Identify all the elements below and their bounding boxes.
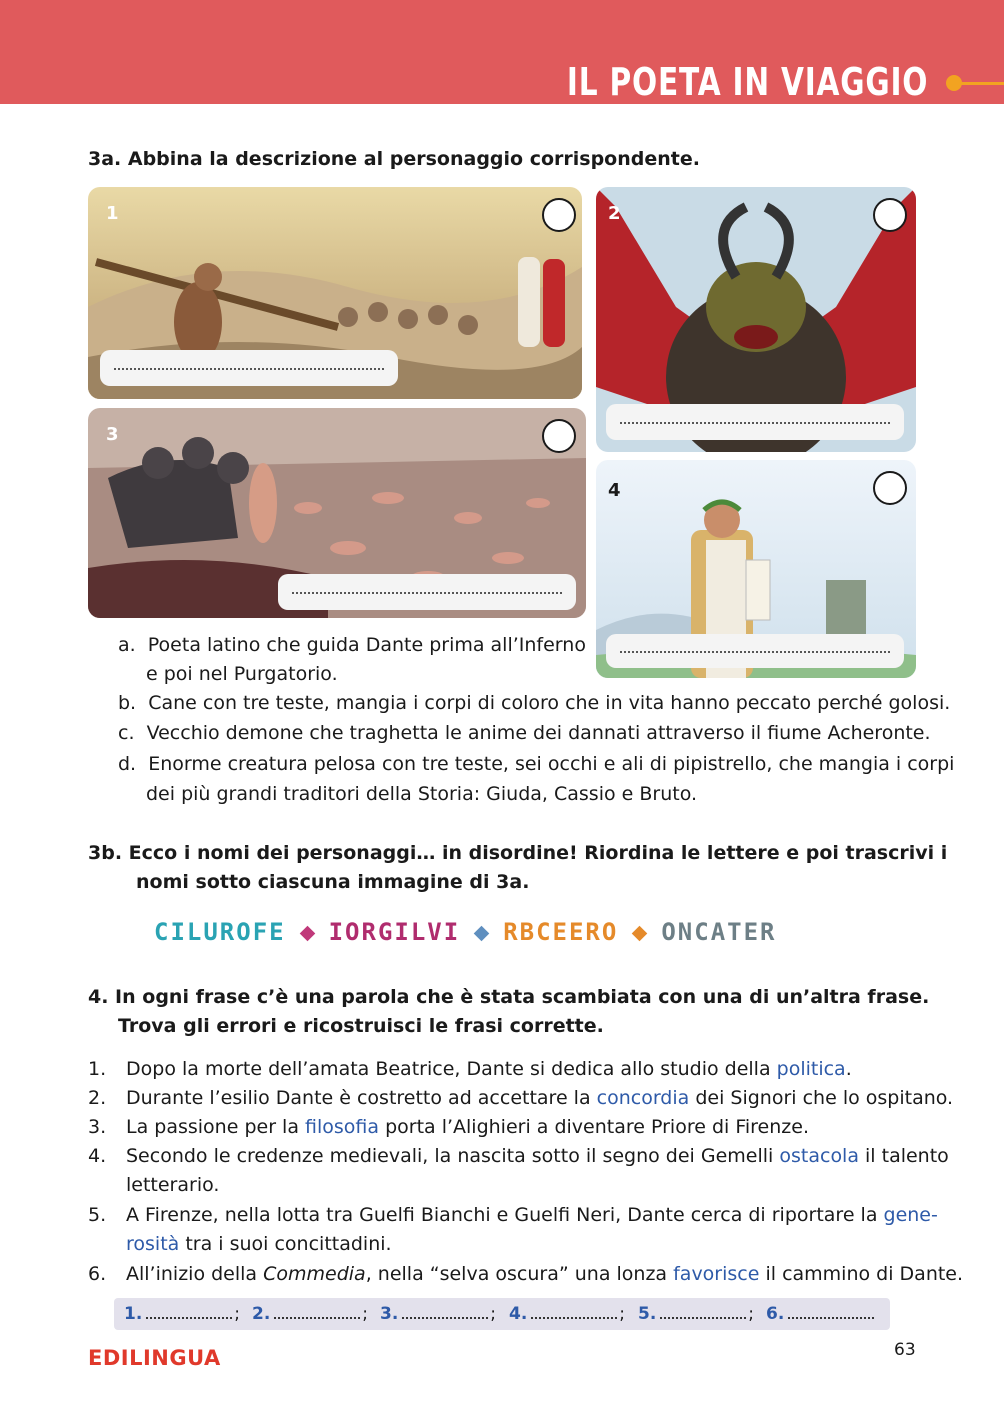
page-title: IL POETA IN VIAGGIO [566, 60, 928, 104]
panel-3-number: 3 [106, 424, 119, 445]
swapped-word: favorisce [673, 1263, 760, 1285]
scrambled-word-3: RBCEERO [503, 918, 619, 946]
diamond-separator-icon [632, 925, 648, 941]
page-number: 63 [894, 1340, 916, 1360]
panel-4-number: 4 [608, 480, 621, 501]
exercise-4-title: 4. In ogni frase c’è una parola che è stata scambiata con una di un’altra frase. [88, 986, 930, 1008]
answer-slot-6[interactable]: 6. [766, 1304, 874, 1324]
sentence-3: 3. La passione per la filosofia porta l’Alighieri a diventare Priore di Firenze. [88, 1116, 809, 1138]
description-d-cont: dei più grandi traditori della Storia: Giuda, Cassio e Bruto. [146, 783, 698, 805]
panel-2-name-field[interactable] [606, 404, 904, 440]
header-band [0, 0, 1004, 104]
panel-2-answer-circle[interactable] [873, 198, 907, 232]
illustration-panel-1 [88, 187, 582, 399]
description-b: b. Cane con tre teste, mangia i corpi di coloro che in vita hanno peccato perché golosi. [118, 692, 951, 714]
sentence-4-cont: letterario. [126, 1174, 220, 1196]
header-line-decoration [960, 82, 1004, 85]
sentence-4: 4. Secondo le credenze medievali, la nascita sotto il segno dei Gemelli ostacola il talento [88, 1145, 949, 1167]
publisher-logo: EDILINGUA [88, 1346, 221, 1370]
answer-slot-5[interactable]: 5. ; [638, 1304, 755, 1324]
sentence-5-cont: rosità tra i suoi concittadini. [126, 1233, 392, 1255]
scrambled-word-4: ONCATER [661, 918, 777, 946]
panel-3-answer-circle[interactable] [542, 419, 576, 453]
description-a-cont: e poi nel Purgatorio. [146, 663, 338, 685]
panel-4-name-field[interactable] [606, 634, 904, 668]
sentence-6: 6. All’inizio della Commedia, nella “selva oscura” una lonza favorisce il cammino di Dante. [88, 1263, 964, 1285]
sentence-1: 1. Dopo la morte dell’amata Beatrice, Dante si dedica allo studio della politica. [88, 1058, 852, 1080]
swapped-word: politica [776, 1058, 846, 1080]
sentence-2: 2. Durante l’esilio Dante è costretto ad accettare la concordia dei Signori che lo ospitano. [88, 1087, 954, 1109]
scrambled-words [152, 918, 779, 946]
answer-slot-4[interactable]: 4. ; [509, 1304, 626, 1324]
exercise-3b-title-cont: nomi sotto ciascuna immagine di 3a. [136, 871, 530, 893]
illustration-panel-4 [596, 460, 916, 678]
panel-3-name-field[interactable] [278, 574, 576, 610]
swapped-word: filosofia [305, 1116, 380, 1138]
illustration-panel-3 [88, 408, 586, 618]
swapped-word: gene- [883, 1204, 938, 1226]
answer-slot-3[interactable]: 3. ; [380, 1304, 497, 1324]
sentence-5: 5. A Firenze, nella lotta tra Guelfi Bianchi e Guelfi Neri, Dante cerca di riportare la gene- [88, 1204, 938, 1226]
panel-1-name-field[interactable] [100, 350, 398, 386]
answer-slot-1[interactable]: 1. ; [124, 1304, 241, 1324]
answer-slot-2[interactable]: 2. ; [252, 1304, 369, 1324]
swapped-word: concordia [596, 1087, 690, 1109]
description-a: a. Poeta latino che guida Dante prima all’Inferno [118, 634, 586, 656]
scrambled-word-2: IORGILVI [328, 918, 461, 946]
description-d: d. Enorme creatura pelosa con tre teste, sei occhi e ali di pipistrello, che mangia i corpi [118, 753, 955, 775]
diamond-separator-icon [474, 925, 490, 941]
exercise-3a-title: 3a. Abbina la descrizione al personaggio corrispondente. [88, 148, 700, 170]
panel-1-answer-circle[interactable] [542, 198, 576, 232]
panel-1-number: 1 [106, 203, 119, 224]
description-c: c. Vecchio demone che traghetta le anime dei dannati attraverso il fiume Acheronte. [118, 722, 931, 744]
diamond-separator-icon [299, 925, 315, 941]
swapped-word: ostacola [779, 1145, 859, 1167]
panel-2-number: 2 [608, 203, 621, 224]
answer-bar [114, 1298, 890, 1330]
scrambled-word-1: CILUROFE [154, 918, 286, 946]
illustration-panel-2 [596, 187, 916, 452]
exercise-3b-title: 3b. Ecco i nomi dei personaggi… in disordine! Riordina le lettere e poi trascrivi i [88, 842, 948, 864]
exercise-4-title-cont: Trova gli errori e ricostruisci le frasi corrette. [118, 1015, 604, 1037]
panel-4-answer-circle[interactable] [873, 471, 907, 505]
